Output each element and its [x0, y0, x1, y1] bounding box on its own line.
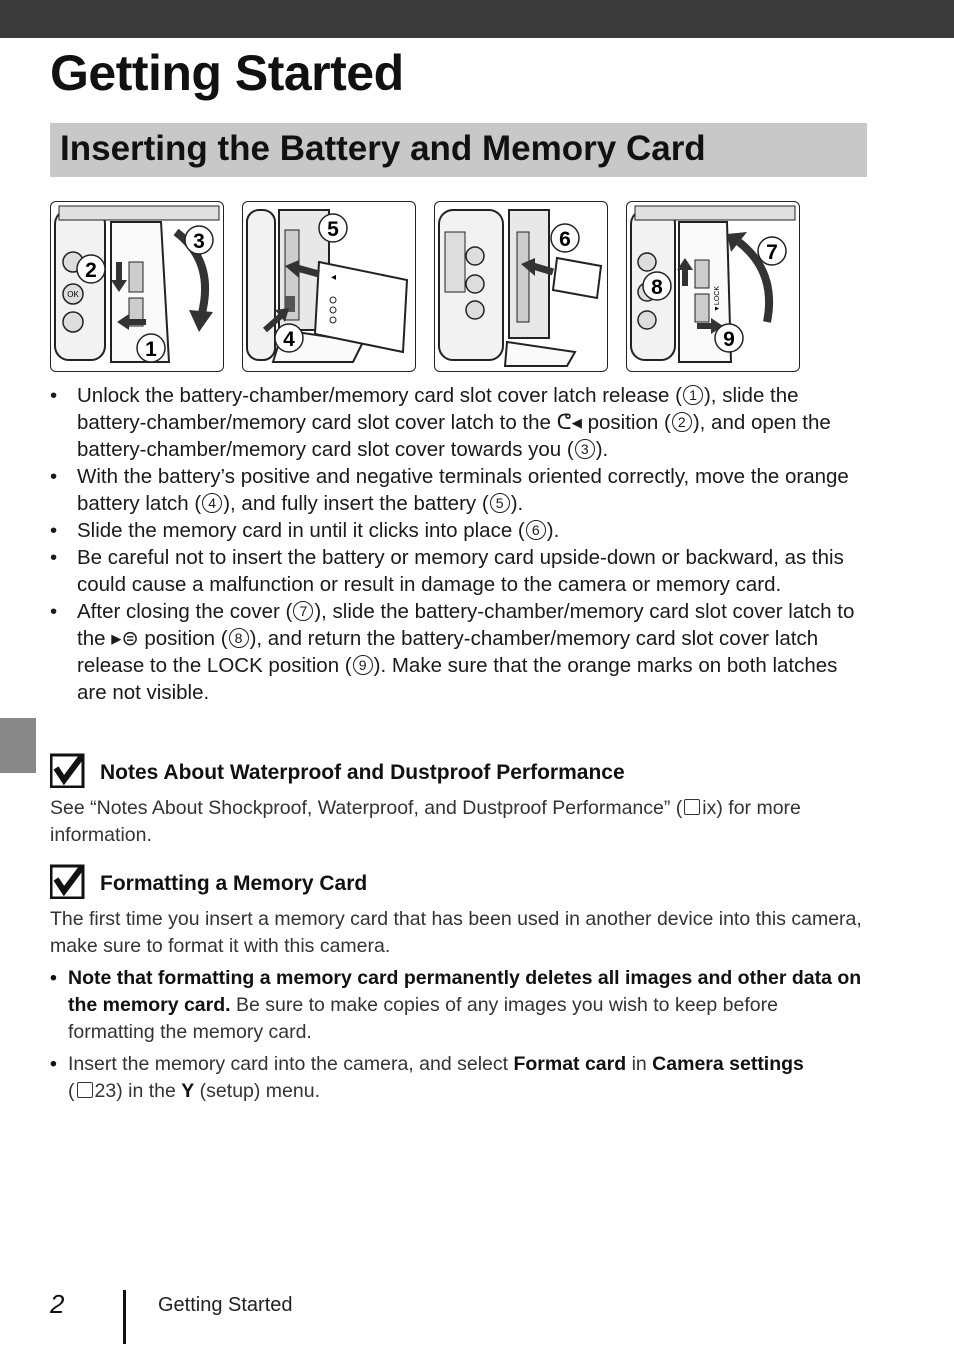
figure-open-cover	[50, 201, 224, 372]
svg-text:◂: ◂	[331, 272, 337, 283]
instruction-item: • With the battery’s positive and negative terminals oriented correctly, move the orange battery latch ( 4 ), and fully insert the battery ( 5 ).	[50, 463, 870, 517]
chapter-side-tab	[0, 718, 36, 773]
step-ref-4: 4	[202, 493, 222, 513]
formatting-bullet-item: • Insert the memory card into the camera, and select Format card in Camera settings ( 23) in the Y (setup) menu.	[50, 1051, 870, 1105]
camera-open-cover-illustration	[51, 202, 223, 371]
step-ref-7: 7	[293, 601, 313, 621]
book-reference-icon	[77, 1082, 93, 1098]
section-header	[50, 123, 867, 177]
caution-check-icon	[50, 863, 86, 899]
page-number: 2	[50, 1289, 65, 1319]
figure-insert-card	[434, 201, 608, 372]
note-heading-formatting: Formatting a Memory Card	[100, 872, 368, 895]
footer-divider	[123, 1290, 126, 1344]
caution-check-icon	[50, 752, 86, 788]
step-ref-3: 3	[575, 439, 595, 459]
step-label-9: 9	[723, 328, 735, 351]
step-label-5: 5	[327, 218, 339, 241]
step-ref-2: 2	[672, 412, 692, 432]
step-ref-5: 5	[490, 493, 510, 513]
ok-button-label: OK	[67, 290, 79, 299]
step-label-2: 2	[85, 259, 97, 282]
note-body-waterproof: See “Notes About Shockproof, Waterproof, and Dustproof Performance” ( ix) for more information.	[50, 797, 801, 846]
step-label-7: 7	[766, 241, 778, 264]
battery-insert-illustration	[243, 202, 415, 371]
step-label-6: 6	[559, 228, 571, 251]
page-ref[interactable]: ix	[702, 797, 717, 819]
camera-close-cover-illustration	[627, 202, 799, 371]
footer-chapter-label: Getting Started	[158, 1294, 293, 1316]
note-body-formatting: The first time you insert a memory card that has been used in another device into this camera, make sure to format it with this camera.	[50, 908, 862, 957]
formatting-bullet-list	[50, 965, 870, 1105]
page-ref[interactable]: 23	[94, 1080, 117, 1102]
section-title: Inserting the Battery and Memory Card	[60, 129, 706, 168]
memory-card-insert-illustration	[435, 202, 607, 371]
step-ref-1: 1	[683, 385, 703, 405]
step-label-1: 1	[145, 338, 157, 361]
instruction-item: • Unlock the battery-chamber/memory card slot cover latch release ( 1 ), slide the battery-chamber/memory card slot cover latch to the ᕦ◂ position ( 2 ), and open the battery-chamber/memory card slot cover towards you ( 3 ).	[50, 382, 870, 463]
setup-wrench-icon: Y	[181, 1080, 195, 1102]
book-reference-icon	[684, 799, 700, 815]
lock-position-icon: ▸⊜	[111, 627, 139, 650]
page-title: Getting Started	[50, 45, 404, 101]
figure-insert-battery	[242, 201, 416, 372]
step-label-3: 3	[193, 230, 205, 253]
note-heading-waterproof: Notes About Waterproof and Dustproof Performance	[100, 761, 625, 784]
step-label-8: 8	[651, 276, 663, 299]
instruction-item: • After closing the cover ( 7 ), slide the battery-chamber/memory card slot cover latch to the ▸⊜ position ( 8 ), and return the battery-chamber/memory card slot cover latch release to the LOCK position ( 9 ). Make sure that the orange marks on both latches are not visible.	[50, 598, 870, 706]
step-ref-9: 9	[353, 655, 373, 675]
illustration-strip	[50, 201, 810, 372]
instruction-item: • Slide the memory card in until it clicks into place ( 6 ).	[50, 517, 870, 544]
instruction-list	[50, 382, 870, 706]
step-ref-8: 8	[229, 628, 249, 648]
top-header-bar	[0, 0, 954, 38]
instruction-item: • Be careful not to insert the battery or memory card upside-down or backward, as this could cause a malfunction or result in damage to the camera or memory card.	[50, 544, 870, 598]
lock-label: ▼LOCK	[714, 286, 721, 312]
figure-close-cover	[626, 201, 800, 372]
step-ref-6: 6	[526, 520, 546, 540]
unlock-position-icon: ᕦ◂	[556, 411, 582, 434]
formatting-bullet-item: • Note that formatting a memory card permanently deletes all images and other data on the memory card. Be sure to make copies of any images you wish to keep before formatting the memory card.	[50, 965, 870, 1046]
step-label-4: 4	[283, 328, 295, 351]
